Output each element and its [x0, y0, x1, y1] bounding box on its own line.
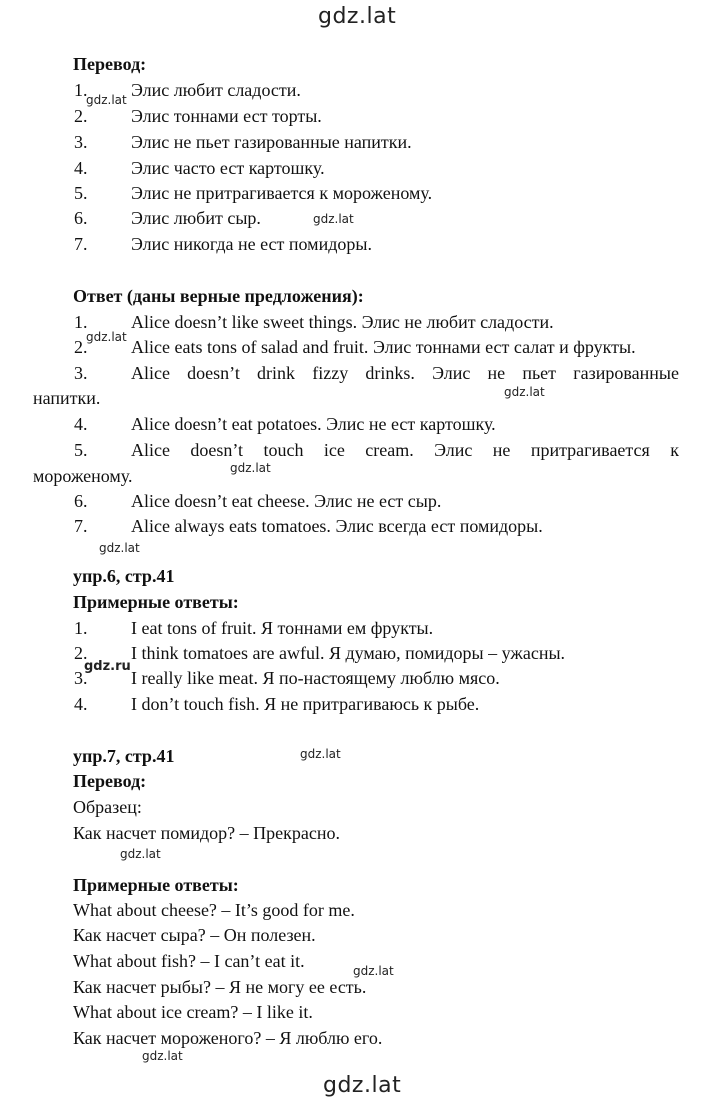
footer-watermark: gdz.lat	[323, 1073, 402, 1098]
translation-item-4-text: Элис часто ест картошку.	[131, 158, 325, 178]
answer-item-4-text	[131, 414, 496, 435]
exercise7-example-text: Как насчет помидор? – Прекрасно.	[73, 823, 340, 843]
exercise7-line-5: What about ice cream? – I like it.	[73, 1002, 313, 1022]
translation-item-3-num: 3.	[74, 132, 88, 152]
exercise6-item-3-ru: Я по-настоящему люблю мясо.	[262, 668, 500, 688]
translation-heading: Перевод:	[73, 54, 147, 74]
watermark: gdz.lat	[142, 1049, 183, 1063]
translation-item-5-text: Элис не притрагивается к мороженому.	[131, 183, 433, 203]
exercise7-example-label: Образец:	[73, 797, 142, 817]
exercise6-item-1-num: 1.	[74, 618, 88, 638]
translation-item-2-text: Элис тоннами ест торты.	[131, 106, 322, 126]
watermark: gdz.lat	[313, 212, 354, 226]
watermark: gdz.lat	[86, 93, 127, 107]
answer-item-4-num: 4.	[74, 414, 88, 434]
answer-item-2-ru: Элис тоннами ест салат и фрукты.	[372, 337, 636, 357]
translation-item-7-text: Элис никогда не ест помидоры.	[131, 234, 372, 254]
translation-item-1-num: 1.	[74, 80, 88, 100]
answer-item-3-num: 3.	[74, 363, 88, 383]
answer-item-2-num: 2.	[74, 337, 88, 357]
exercise7-translation-heading: Перевод:	[73, 771, 147, 791]
exercise6-item-2-ru: Я думаю, помидоры – ужасны.	[328, 643, 566, 663]
answer-item-5-cont: мороженому.	[33, 466, 133, 486]
answer-item-6-ru: Элис не ест сыр.	[314, 491, 442, 511]
exercise6-item-1-text	[131, 618, 433, 639]
translation-item-4-num: 4.	[74, 158, 88, 178]
answer-item-7-num: 7.	[74, 516, 88, 536]
answer-item-6-text	[131, 491, 441, 512]
translation-item-5-num: 5.	[74, 183, 88, 203]
exercise7-line-3: What about fish? – I can’t eat it.	[73, 951, 305, 971]
exercise7-line-1: What about cheese? – It’s good for me.	[73, 900, 355, 920]
exercise6-subheading: Примерные ответы:	[73, 592, 239, 612]
watermark: gdz.lat	[86, 330, 127, 344]
answer-item-4-en: Alice doesn’t eat potatoes.	[131, 414, 322, 434]
answer-item-7-text	[131, 516, 543, 537]
exercise6-item-1-en: I eat tons of fruit.	[131, 618, 257, 638]
exercise7-line-2: Как насчет сыра? – Он полезен.	[73, 925, 316, 945]
exercise6-item-2-en: I think tomatoes are awful.	[131, 643, 325, 663]
exercise6-item-4-ru: Я не притрагиваюсь к рыбе.	[264, 694, 480, 714]
exercise6-item-1-ru: Я тоннами ем фрукты.	[260, 618, 434, 638]
answer-item-6-num: 6.	[74, 491, 88, 511]
answer-item-5-text: Alice doesn’t touch ice cream. Элис не притрагивается к	[131, 440, 679, 460]
watermark: gdz.lat	[300, 747, 341, 761]
answer-item-5-num: 5.	[74, 440, 88, 460]
translation-item-7-num: 7.	[74, 234, 88, 254]
exercise6-item-3-text	[131, 668, 500, 689]
translation-item-2-num: 2.	[74, 106, 88, 126]
answer-item-2-text	[131, 337, 636, 358]
exercise6-item-2-num: 2.	[74, 643, 88, 663]
translation-item-1-text: Элис любит сладости.	[131, 80, 301, 100]
answer-item-4-ru: Элис не ест картошку.	[326, 414, 496, 434]
watermark: gdz.lat	[504, 385, 545, 399]
answer-item-3-text: Alice doesn’t drink fizzy drinks. Элис не пьет газированные	[131, 363, 679, 383]
exercise7-line-6: Как насчет мороженого? – Я люблю его.	[73, 1028, 383, 1048]
watermark-ru: gdz.ru	[84, 659, 131, 674]
answer-heading: Ответ (даны верные предложения):	[73, 286, 364, 306]
answer-item-1-ru: Элис не любит сладости.	[361, 312, 554, 332]
watermark: gdz.lat	[99, 541, 140, 555]
exercise7-answers-heading: Примерные ответы:	[73, 875, 239, 895]
exercise6-title: упр.6, стр.41	[73, 566, 175, 586]
watermark: gdz.lat	[120, 847, 161, 861]
exercise6-item-4-text	[131, 694, 479, 715]
answer-item-1-num: 1.	[74, 312, 88, 332]
translation-item-3-text: Элис не пьет газированные напитки.	[131, 132, 412, 152]
exercise7-title: упр.7, стр.41	[73, 746, 175, 766]
answer-item-7-ru: Элис всегда ест помидоры.	[335, 516, 543, 536]
answer-item-2-en: Alice eats tons of salad and fruit.	[131, 337, 369, 357]
watermark: gdz.lat	[353, 964, 394, 978]
answer-item-3-cont: напитки.	[33, 388, 101, 408]
answer-item-1-text	[131, 312, 554, 333]
exercise7-line-4: Как насчет рыбы? – Я не могу ее есть.	[73, 977, 367, 997]
exercise6-item-3-en: I really like meat.	[131, 668, 258, 688]
header-watermark: gdz.lat	[318, 4, 397, 29]
translation-item-6-text: Элис любит сыр.	[131, 208, 261, 228]
watermark: gdz.lat	[230, 461, 271, 475]
exercise6-item-3-num: 3.	[74, 668, 88, 688]
exercise6-item-4-en: I don’t touch fish.	[131, 694, 260, 714]
exercise6-item-4-num: 4.	[74, 694, 88, 714]
answer-item-1-en: Alice doesn’t like sweet things.	[131, 312, 358, 332]
exercise6-item-2-text	[131, 643, 565, 664]
answer-item-6-en: Alice doesn’t eat cheese.	[131, 491, 310, 511]
answer-item-7-en: Alice always eats tomatoes.	[131, 516, 331, 536]
translation-item-6-num: 6.	[74, 208, 88, 228]
